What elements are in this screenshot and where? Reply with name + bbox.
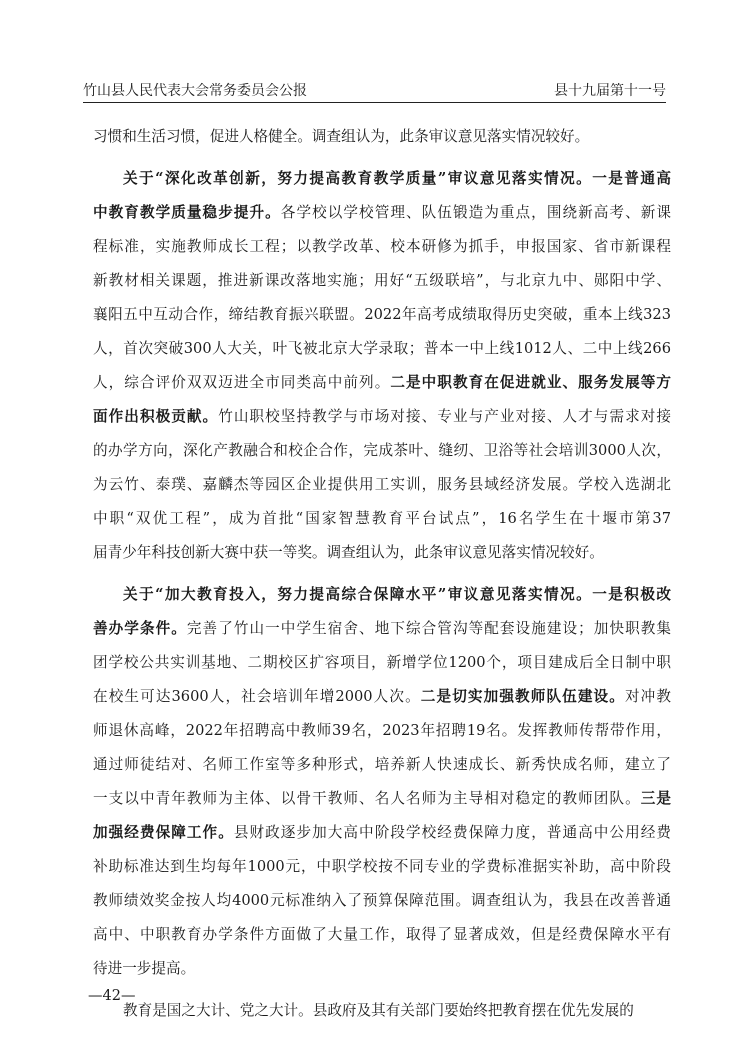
text-line (93, 816, 671, 850)
text-segment: 为云竹、泰璞、嘉麟杰等园区企业提供用工实训，服务县域经济发展。学校入选湖北 (93, 476, 671, 493)
text-segment: 待进一步提高。 (93, 960, 196, 977)
text-segment: 对冲教 (624, 688, 671, 705)
paragraph (93, 120, 671, 154)
text-segment: 习惯和生活习惯，促进人格健全。调查组认为，此条审议意见落实情况较好。 (93, 128, 590, 145)
text-line (93, 884, 671, 918)
bold-text-segment: 二是中职教育在促进就业、服务发展等方 (390, 374, 671, 391)
text-segment: 人，综合评价双双迈进全市同类高中前列。 (93, 374, 391, 391)
paragraph (93, 162, 671, 570)
text-line (93, 578, 671, 612)
text-line (93, 502, 671, 536)
text-segment: 新教材相关课题，推进新课改落地实施；用好“五级联培”，与北京九中、郧阳中学、 (93, 272, 671, 289)
text-line (93, 612, 671, 646)
bold-text-segment: 面作出积极贡献。 (93, 408, 219, 425)
text-line (93, 748, 671, 782)
text-segment: 程标准，实施教师成长工程；以教学改革、校本研修为抓手，申报国家、省市新课程 (93, 238, 671, 255)
paragraph (93, 994, 671, 1028)
bold-text-segment: 关于“加大教育投入，努力提高综合保障水平”审议意见落实情况。一是积极改 (123, 586, 671, 603)
text-line (93, 782, 671, 816)
text-segment: 襄阳五中互动合作，缔结教育振兴联盟。2022年高考成绩取得历史突破，重本上线323 (93, 306, 671, 323)
text-segment: 人，首次突破300人大关，叶飞被北京大学录取；普本一中上线1012人、二中上线266 (93, 340, 671, 357)
text-line (93, 366, 671, 400)
text-line (93, 264, 671, 298)
paragraph (93, 578, 671, 986)
bold-text-segment: 二是切实加强教师队伍建设。 (420, 688, 625, 705)
header-issue-number: 县十九届第十一号 (554, 83, 666, 99)
text-line (93, 850, 671, 884)
text-segment: 高中、中职教育办学条件方面做了大量工作，取得了显著成效，但是经费保障水平有 (93, 926, 671, 943)
text-segment: 教师绩效奖金按人均4000元标准纳入了预算保障范围。调查组认为，我县在改善普通 (93, 892, 671, 909)
text-segment: 县财政逐步加大高中阶段学校经费保障力度，普通高中公用经费 (233, 824, 671, 841)
text-segment: 补助标准达到生均每年1000元，中职学校按不同专业的学费标准据实补助，高中阶段 (93, 858, 671, 875)
text-line (93, 230, 671, 264)
header-publication-title: 竹山县人民代表大会常务委员会公报 (83, 83, 307, 99)
bold-text-segment: 中教育教学质量稳步提升。 (93, 204, 281, 221)
text-line (93, 918, 671, 952)
text-line (93, 468, 671, 502)
page-number: —42— (88, 988, 136, 1004)
text-line (93, 952, 671, 986)
text-line (93, 162, 671, 196)
text-line (93, 332, 671, 366)
text-line (93, 196, 671, 230)
text-segment: 师退休高峰，2022年招聘高中教师39名，2023年招聘19名。发挥教师传帮带作用， (93, 722, 671, 739)
text-segment: 在校生可达3600人，社会培训年增2000人次。 (93, 688, 421, 705)
text-line (93, 400, 671, 434)
bold-text-segment: 加强经费保障工作。 (93, 824, 234, 841)
text-segment: 团学校公共实训基地、二期校区扩容项目，新增学位1200个，项目建成后全日制中职 (93, 654, 671, 671)
text-segment: 教育是国之大计、党之大计。县政府及其有关部门要始终把教育摆在优先发展的 (123, 1002, 634, 1019)
text-line (93, 434, 671, 468)
bold-text-segment: 三是 (640, 790, 671, 807)
text-line (93, 646, 671, 680)
text-line (93, 680, 671, 714)
text-segment: 通过师徒结对、名师工作室等多种形式，培养新人快速成长、新秀快成名师，建立了 (93, 756, 671, 773)
text-segment: 竹山职校坚持教学与市场对接、专业与产业对接、人才与需求对接 (218, 408, 671, 425)
text-line (93, 298, 671, 332)
text-line (93, 536, 671, 570)
text-line (93, 120, 671, 154)
text-segment: 各学校以学校管理、队伍锻造为重点，围绕新高考、新课 (280, 204, 671, 221)
text-segment: 的办学方向，深化产教融合和校企合作，完成茶叶、缝纫、卫浴等社会培训3000人次， (93, 442, 671, 459)
page-header (83, 78, 666, 103)
text-segment: 中职“双优工程”，成为首批“国家智慧教育平台试点”，16名学生在十堰市第37 (93, 510, 671, 527)
text-segment: 届青少年科技创新大赛中获一等奖。调查组认为，此条审议意见落实情况较好。 (93, 544, 604, 561)
text-line (93, 714, 671, 748)
text-segment: 完善了竹山一中学生宿舍、地下综合管沟等配套设施建设；加快职教集 (186, 620, 671, 637)
text-segment: 一支以中青年教师为主体、以骨干教师、名人名师为主导相对稳定的教师团队。 (93, 790, 641, 807)
bold-text-segment: 善办学条件。 (93, 620, 187, 637)
document-body (93, 120, 671, 1036)
text-line (93, 994, 671, 1028)
bold-text-segment: 关于“深化改革创新，努力提高教育教学质量”审议意见落实情况。一是普通高 (123, 170, 671, 187)
